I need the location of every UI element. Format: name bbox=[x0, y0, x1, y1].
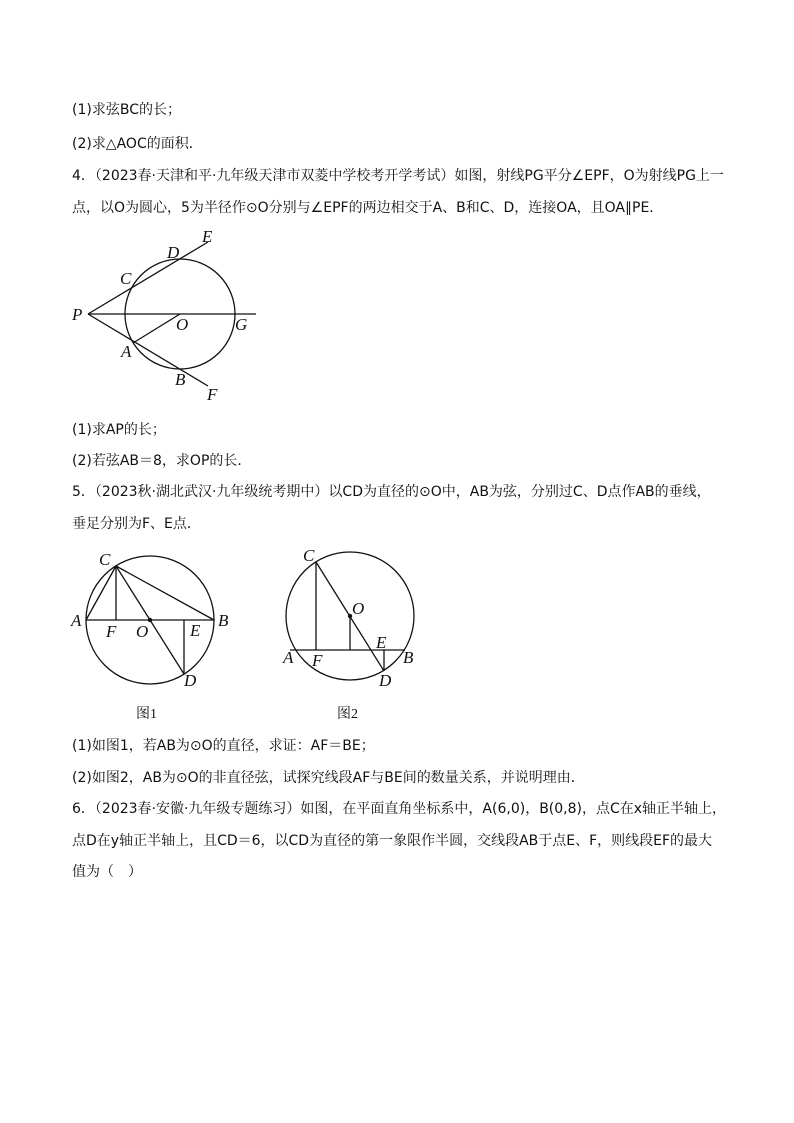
label-e: E bbox=[202, 227, 213, 246]
label-a: A bbox=[71, 611, 82, 630]
segment-oa bbox=[133, 314, 180, 343]
label-o: O bbox=[176, 315, 189, 334]
label-d: D bbox=[379, 671, 392, 690]
problem4-question-2: (2)若弦AB＝8，求OP的长． bbox=[72, 453, 252, 469]
problem4-stem-line2: 点，以O为圆心，5为半径作⊙O分别与∠EPF的两边相交于A、B和C、D，连接OA，且OA∥PE． bbox=[72, 200, 664, 216]
problem5-stem-line1: 5．（2023秋·湖北武汉·九年级统考期中）以CD为直径的⊙O中，AB为弦，分别过C、D点作AB的垂线， bbox=[72, 484, 711, 500]
problem3-question-2: (2)求△AOC的面积． bbox=[72, 136, 203, 152]
label-b: B bbox=[218, 611, 229, 630]
problem4-question-1: (1)求AP的长； bbox=[72, 422, 166, 438]
ray-pe bbox=[88, 242, 208, 314]
label-c: C bbox=[303, 546, 315, 565]
label-b: B bbox=[175, 370, 186, 389]
problem6-stem-line1: 6．（2023春·安徽·九年级专题练习）如图，在平面直角坐标系中，A(6,0)，B(0,8)，点C在x轴正半轴上， bbox=[72, 801, 727, 817]
problem5-figure-1 bbox=[66, 550, 246, 725]
label-d: D bbox=[167, 243, 180, 262]
label-e: E bbox=[376, 633, 387, 652]
label-b: B bbox=[403, 648, 414, 667]
problem5-figure-2 bbox=[270, 540, 430, 725]
chord-cb bbox=[116, 566, 214, 620]
label-g: G bbox=[235, 315, 248, 334]
label-a: A bbox=[121, 342, 132, 361]
label-e: E bbox=[190, 621, 201, 640]
label-o: O bbox=[352, 599, 365, 618]
label-f: F bbox=[207, 385, 218, 404]
problem5-stem-line2: 垂足分别为F、E点． bbox=[72, 516, 201, 532]
problem6-stem-line3: 值为（ ） bbox=[72, 864, 142, 880]
ray-pf bbox=[88, 314, 208, 386]
label-d: D bbox=[184, 671, 197, 690]
figure-1-caption: 图1 bbox=[136, 707, 157, 722]
problem4-stem-line1: 4．（2023春·天津和平·九年级天津市双菱中学校考开学考试）如图，射线PG平分∠EPF，O为射线PG上一 bbox=[72, 168, 724, 184]
label-c: C bbox=[120, 269, 132, 288]
label-o: O bbox=[136, 622, 149, 641]
problem3-question-1: (1)求弦BC的长； bbox=[72, 102, 181, 118]
label-c: C bbox=[99, 550, 111, 569]
chord-ca bbox=[86, 566, 116, 620]
label-f: F bbox=[312, 651, 323, 670]
center-point bbox=[148, 618, 152, 622]
figure-2-caption: 图2 bbox=[337, 707, 358, 722]
problem4-figure bbox=[60, 226, 270, 404]
problem5-question-1: (1)如图1，若AB为⊙O的直径，求证：AF＝BE； bbox=[72, 738, 375, 754]
label-f: F bbox=[106, 622, 117, 641]
label-a: A bbox=[283, 648, 294, 667]
problem6-stem-line2: 点D在y轴正半轴上，且CD＝6，以CD为直径的第一象限作半圆，交线段AB于点E、F，则线段EF的最大 bbox=[72, 833, 713, 849]
label-p: P bbox=[72, 305, 83, 324]
problem5-question-2: (2)如图2，AB为⊙O的非直径弦，试探究线段AF与BE间的数量关系，并说明理由． bbox=[72, 770, 585, 786]
